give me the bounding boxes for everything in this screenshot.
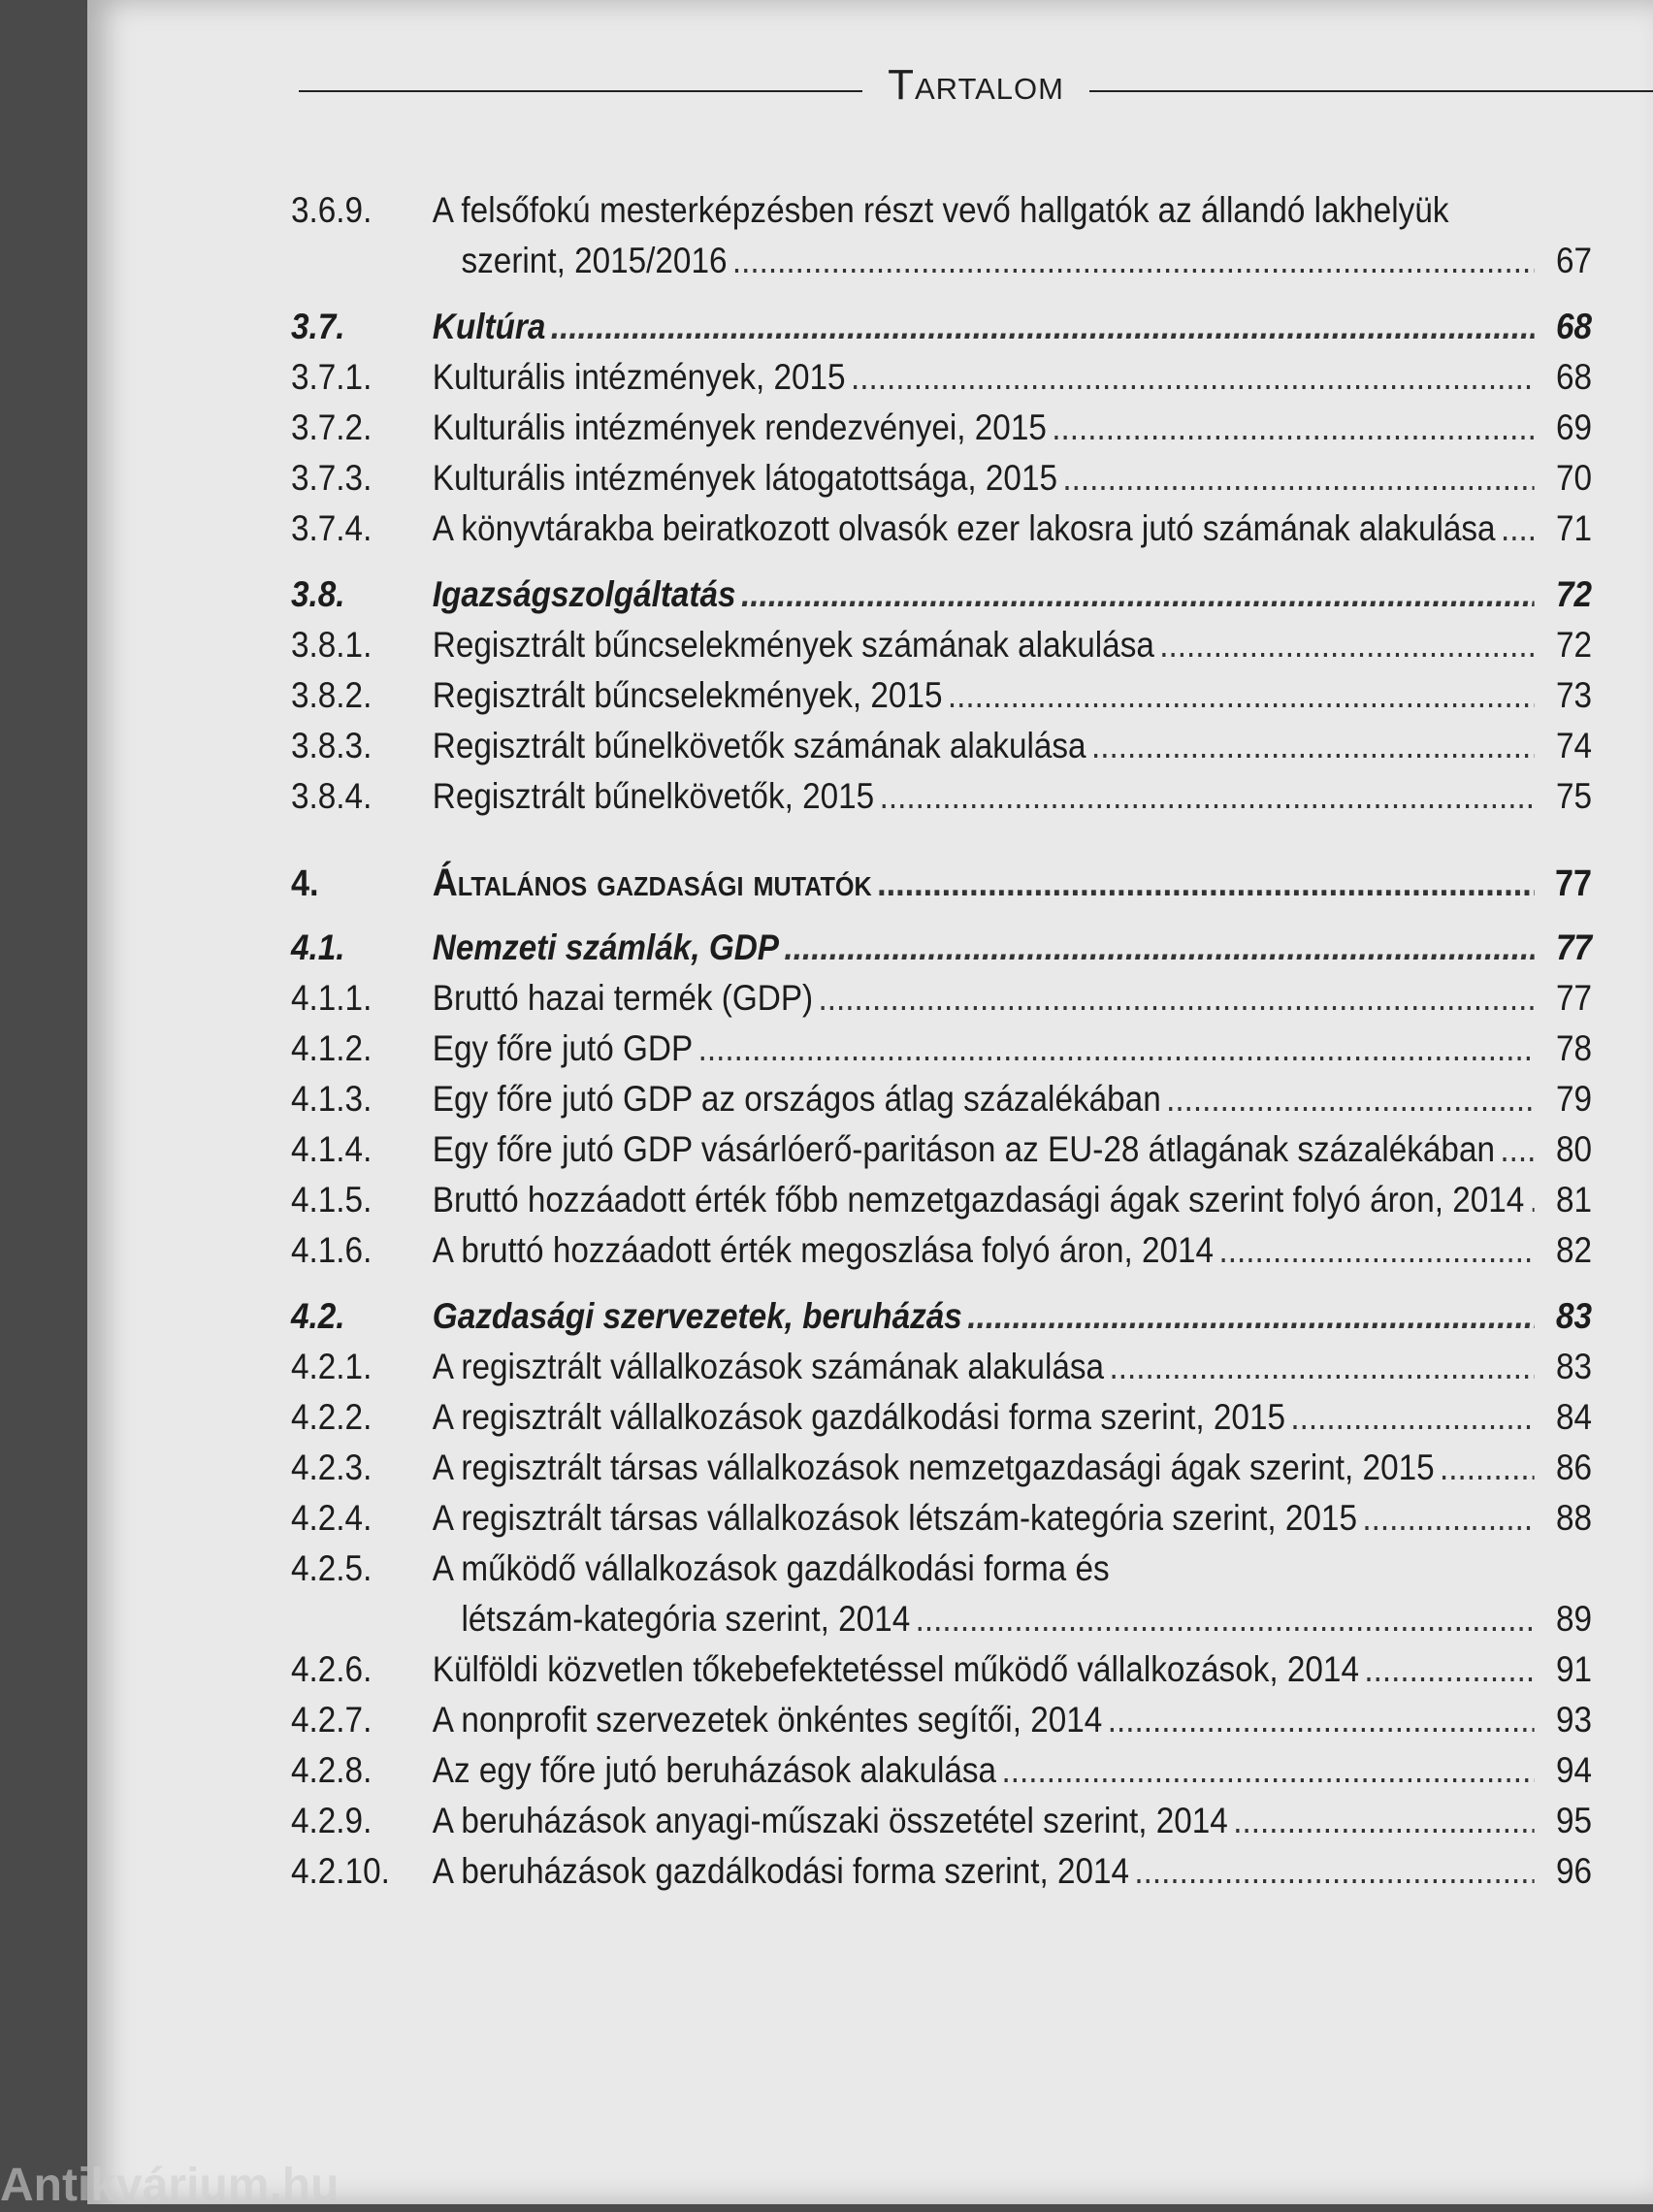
toc-entry-label: A beruházások gazdálkodási forma szerint, 2014 xyxy=(432,1851,1130,1891)
toc-entry-label: Nemzeti számlák, GDP xyxy=(432,927,780,967)
toc-leader-dots xyxy=(1218,1230,1534,1271)
toc-entry-number: 4.1.3. xyxy=(291,1079,373,1119)
toc-leader-dots xyxy=(1001,1750,1534,1791)
toc-leader-dots xyxy=(916,1599,1535,1640)
toc-entry-number: 3.8.3. xyxy=(291,726,373,765)
toc-page-number: 83 xyxy=(1555,1296,1592,1336)
toc-entry-label: Kulturális intézmények látogatottsága, 2015 xyxy=(432,458,1058,498)
toc-leader-dots xyxy=(967,1296,1534,1337)
toc-entry[interactable] xyxy=(291,1397,1592,1448)
toc-entry-label: Regisztrált bűncselekmények számának alakulása xyxy=(432,625,1154,665)
toc-entry-label: A könyvtárakba beiratkozott olvasók ezer lakosra jutó számának alakulása xyxy=(432,508,1496,548)
toc-leader-dots xyxy=(1091,726,1535,766)
toc-entry[interactable] xyxy=(291,1548,1592,1599)
toc-page-number: 94 xyxy=(1555,1750,1592,1790)
toc-entry-number: 4.1.6. xyxy=(291,1230,373,1270)
toc-entry-label: Regisztrált bűnelkövetők, 2015 xyxy=(432,776,875,816)
toc-page-number: 83 xyxy=(1555,1347,1592,1386)
toc-entry[interactable] xyxy=(291,1498,1592,1548)
page-header xyxy=(299,56,1653,114)
toc-page-number: 91 xyxy=(1555,1649,1592,1689)
toc-entry-label: Külföldi közvetlen tőkebefektetéssel működő vállalkozások, 2014 xyxy=(432,1649,1359,1689)
toc-page-number: 68 xyxy=(1555,357,1592,397)
toc-entry-label: Egy főre jutó GDP vásárlóerő-paritáson az EU-28 átlagának százalékában xyxy=(432,1129,1496,1169)
toc-leader-dots xyxy=(1530,1180,1535,1220)
toc-entry-label: A regisztrált társas vállalkozások létszám-kategória szerint, 2015 xyxy=(432,1498,1357,1538)
toc-entry-number: 4.1.4. xyxy=(291,1129,373,1169)
toc-leader-dots xyxy=(551,307,1535,347)
toc-entry[interactable] xyxy=(291,1028,1592,1079)
toc-leader-dots xyxy=(1159,625,1534,666)
toc-entry-label: Egy főre jutó GDP az országos átlag százalékában xyxy=(432,1079,1161,1119)
toc-entry-number: 3.6.9. xyxy=(291,190,373,230)
toc-leader-dots xyxy=(1134,1851,1534,1892)
toc-section[interactable] xyxy=(291,574,1592,625)
toc-section[interactable] xyxy=(291,1296,1592,1347)
toc-leader-dots xyxy=(1062,458,1534,499)
toc-leader-dots xyxy=(1052,407,1534,448)
toc-entry-label: Kulturális intézmények, 2015 xyxy=(432,357,846,397)
toc-entry-label: Regisztrált bűncselekmények, 2015 xyxy=(432,675,943,715)
toc-entry-label: Egy főre jutó GDP xyxy=(432,1028,694,1068)
toc-entry-label: A nonprofit szervezetek önkéntes segítői, 2014 xyxy=(432,1700,1103,1740)
toc-leader-dots xyxy=(1500,1129,1534,1170)
toc-page-number: 67 xyxy=(1555,241,1592,280)
toc-entry-number: 3.8. xyxy=(291,574,345,614)
toc-entry-number: 3.7. xyxy=(291,307,345,346)
toc-page-number: 84 xyxy=(1555,1397,1592,1437)
toc-leader-dots xyxy=(1290,1397,1534,1438)
toc-page-number: 68 xyxy=(1555,307,1592,346)
toc-page-number: 78 xyxy=(1555,1028,1592,1068)
toc-page-number: 96 xyxy=(1555,1851,1592,1891)
toc-leader-dots xyxy=(1362,1498,1534,1539)
toc-entry[interactable] xyxy=(291,1750,1592,1801)
book-page xyxy=(87,0,1653,2204)
toc-page-number: 80 xyxy=(1555,1129,1592,1169)
toc-page-number: 75 xyxy=(1555,776,1592,816)
toc-leader-dots xyxy=(1166,1079,1534,1120)
toc-entry-number: 4.2.3. xyxy=(291,1448,373,1487)
toc-entry[interactable] xyxy=(291,508,1592,559)
toc-entry-label: Az egy főre jutó beruházások alakulása xyxy=(432,1750,997,1790)
toc-page-number: 72 xyxy=(1555,625,1592,665)
toc-entry-number: 4.1.1. xyxy=(291,978,373,1018)
toc-entry-label: Bruttó hozzáadott érték főbb nemzetgazdasági ágak szerint folyó áron, 2014 xyxy=(432,1180,1525,1220)
toc-entry-number: 4.2.8. xyxy=(291,1750,373,1790)
toc-entry-label: Általános gazdasági mutatók xyxy=(432,862,872,904)
toc-entry-label: Kultúra xyxy=(432,307,546,346)
toc-entry-number: 3.8.4. xyxy=(291,776,373,816)
toc-entry-number: 4.2.4. xyxy=(291,1498,373,1538)
toc-page-number: 72 xyxy=(1555,574,1592,614)
toc-leader-dots xyxy=(1364,1649,1534,1690)
toc-entry-number: 4. xyxy=(291,863,319,904)
toc-entry-label: A beruházások anyagi-műszaki összetétel szerint, 2014 xyxy=(432,1801,1228,1840)
header-rule-right xyxy=(1089,90,1653,92)
toc-leader-dots xyxy=(880,776,1535,817)
toc-entry[interactable] xyxy=(291,458,1592,508)
toc-entry[interactable] xyxy=(291,1700,1592,1750)
toc-entry[interactable] xyxy=(291,190,1592,241)
toc-page-number: 69 xyxy=(1555,407,1592,447)
toc-leader-dots xyxy=(948,675,1535,716)
toc-leader-dots xyxy=(1109,1347,1534,1387)
toc-entry-number: 4.1. xyxy=(291,927,345,967)
toc-leader-dots xyxy=(819,978,1535,1019)
toc-entry-number: 4.2.10. xyxy=(291,1851,390,1891)
toc-section[interactable] xyxy=(291,307,1592,357)
toc-entry[interactable] xyxy=(291,1129,1592,1180)
toc-leader-dots xyxy=(741,574,1535,615)
toc-entry-number: 4.1.2. xyxy=(291,1028,373,1068)
toc-chapter[interactable] xyxy=(291,862,1592,912)
toc-entry-label-cont: szerint, 2015/2016 xyxy=(461,241,728,280)
toc-page-number: 74 xyxy=(1555,726,1592,765)
toc-entry[interactable] xyxy=(291,1230,1592,1281)
toc-entry-label: A bruttó hozzáadott érték megoszlása folyó áron, 2014 xyxy=(432,1230,1215,1270)
toc-leader-dots xyxy=(1233,1801,1534,1841)
toc-page-number: 93 xyxy=(1555,1700,1592,1740)
toc-section[interactable] xyxy=(291,927,1592,978)
toc-entry-number: 4.2.2. xyxy=(291,1397,373,1437)
toc-entry[interactable] xyxy=(291,625,1592,675)
toc-entry-number: 3.7.2. xyxy=(291,407,373,447)
toc-leader-dots xyxy=(1501,508,1535,549)
toc-page-number: 77 xyxy=(1555,927,1592,967)
table-of-contents xyxy=(291,190,1653,1902)
toc-entry-number: 4.2.6. xyxy=(291,1649,373,1689)
toc-entry[interactable] xyxy=(291,1649,1592,1700)
toc-leader-dots xyxy=(698,1028,1535,1069)
toc-leader-dots xyxy=(851,357,1535,398)
toc-leader-dots xyxy=(1440,1448,1535,1488)
toc-leader-dots xyxy=(877,863,1535,905)
toc-entry-label: A regisztrált vállalkozások gazdálkodási forma szerint, 2015 xyxy=(432,1397,1285,1437)
toc-page-number: 77 xyxy=(1554,863,1592,904)
toc-entry[interactable] xyxy=(291,407,1592,458)
toc-entry[interactable] xyxy=(291,978,1592,1028)
toc-entry-number: 3.7.1. xyxy=(291,357,373,397)
toc-entry-label: Regisztrált bűnelkövetők számának alakulása xyxy=(432,726,1086,765)
toc-entry[interactable] xyxy=(291,1801,1592,1851)
toc-entry[interactable] xyxy=(291,726,1592,776)
toc-entry-number: 4.2.1. xyxy=(291,1347,373,1386)
toc-entry-label: A működő vállalkozások gazdálkodási forma és xyxy=(432,1548,1110,1588)
toc-entry-label: A felsőfokú mesterképzésben részt vevő hallgatók az állandó lakhelyük xyxy=(432,190,1449,230)
toc-entry-label: A regisztrált társas vállalkozások nemzetgazdasági ágak szerint, 2015 xyxy=(432,1448,1435,1487)
toc-page-number: 70 xyxy=(1555,458,1592,498)
toc-entry-number: 4.2.5. xyxy=(291,1548,373,1588)
toc-page-number: 71 xyxy=(1555,508,1592,548)
toc-entry-label-cont: létszám-kategória szerint, 2014 xyxy=(461,1599,911,1639)
toc-page-number: 88 xyxy=(1555,1498,1592,1538)
toc-entry-label: Kulturális intézmények rendezvényei, 2015 xyxy=(432,407,1047,447)
toc-page-number: 89 xyxy=(1555,1599,1592,1639)
toc-entry[interactable] xyxy=(291,357,1592,407)
toc-entry-label: Bruttó hazai termék (GDP) xyxy=(432,978,814,1018)
toc-entry-continuation xyxy=(291,241,1592,291)
toc-page-number: 95 xyxy=(1555,1801,1592,1840)
toc-page-number: 82 xyxy=(1555,1230,1592,1270)
toc-entry-number: 4.2.7. xyxy=(291,1700,373,1740)
toc-entry[interactable] xyxy=(291,776,1592,827)
toc-entry-number: 3.8.2. xyxy=(291,675,373,715)
toc-page-number: 79 xyxy=(1555,1079,1592,1119)
toc-entry[interactable] xyxy=(291,1347,1592,1397)
toc-page-number: 77 xyxy=(1555,978,1592,1018)
toc-entry-label: Igazságszolgáltatás xyxy=(432,574,736,614)
toc-entry-number: 4.2. xyxy=(291,1296,345,1336)
toc-entry-label: Gazdasági szervezetek, beruházás xyxy=(432,1296,962,1336)
toc-entry-number: 4.2.9. xyxy=(291,1801,373,1840)
toc-entry-number: 4.1.5. xyxy=(291,1180,373,1220)
toc-page-number: 81 xyxy=(1555,1180,1592,1220)
toc-entry-number: 3.8.1. xyxy=(291,625,373,665)
toc-leader-dots xyxy=(732,241,1535,281)
toc-leader-dots xyxy=(1108,1700,1535,1740)
toc-page-number: 86 xyxy=(1555,1448,1592,1487)
toc-entry[interactable] xyxy=(291,1079,1592,1129)
toc-entry[interactable] xyxy=(291,675,1592,726)
page-title: Tartalom xyxy=(888,61,1064,109)
toc-entry-continuation xyxy=(291,1599,1592,1649)
toc-entry-label: A regisztrált vállalkozások számának alakulása xyxy=(432,1347,1105,1386)
toc-entry-number: 3.7.4. xyxy=(291,508,373,548)
toc-entry-number: 3.7.3. xyxy=(291,458,373,498)
toc-entry[interactable] xyxy=(291,1448,1592,1498)
toc-entry[interactable] xyxy=(291,1180,1592,1230)
toc-entry[interactable] xyxy=(291,1851,1592,1902)
toc-leader-dots xyxy=(784,927,1534,968)
toc-page-number: 73 xyxy=(1555,675,1592,715)
header-rule-left xyxy=(299,90,862,92)
watermark: Antikvárium.hu xyxy=(0,2160,340,2211)
